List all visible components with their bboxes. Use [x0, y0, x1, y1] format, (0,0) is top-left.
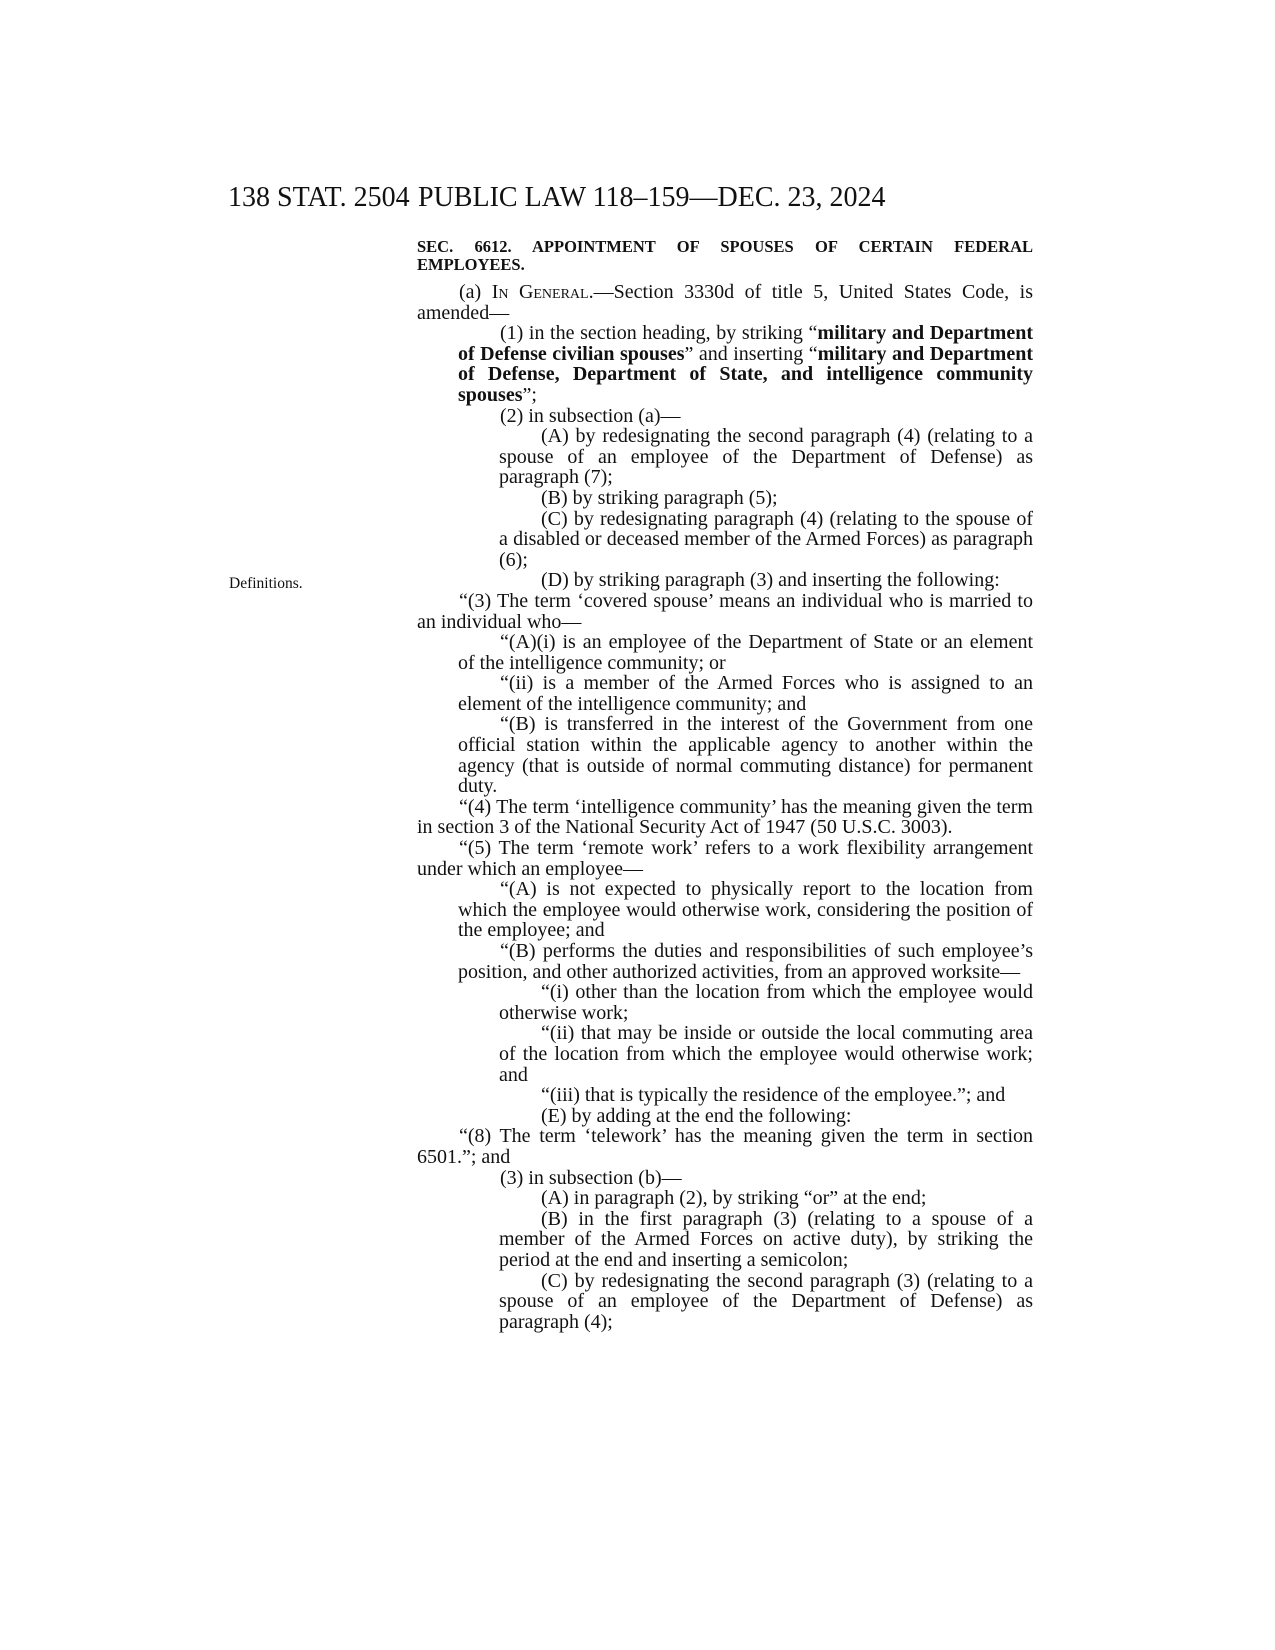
- quoted-5Bii: “(ii) that may be inside or outside the local commuting area of the location from which the employee would otherwise work; and: [499, 1022, 1033, 1086]
- quoted-paragraph-8: “(8) The term ‘telework’ has the meaning given the term in section 6501.”; and: [417, 1125, 1033, 1168]
- quoted-3ii: “(ii) is a member of the Armed Forces who is assigned to an element of the intelligence community; and: [458, 672, 1033, 715]
- section-heading: [417, 238, 1033, 274]
- paragraph-2A: (A) by redesignating the second paragraph (4) (relating to a spouse of an employee of the Department of Defense) as paragraph (7);: [499, 425, 1033, 489]
- section-heading-last: EMPLOYEES.: [417, 255, 525, 274]
- quoted-5A: “(A) is not expected to physically report to the location from which the employee would otherwise work, considering the position of the employee; and: [458, 878, 1033, 942]
- quoted-5Bi: “(i) other than the location from which the employee would otherwise work;: [499, 981, 1033, 1024]
- paragraph-1: (1) in the section heading, by striking “military and Department of Defense civilian spouses” and inserting “military and Department of Defense, Department of State, and intelligence community spouses”;: [458, 322, 1034, 406]
- document-body: [417, 238, 1033, 1332]
- paragraph-3: (3) in subsection (b)—: [500, 1166, 682, 1189]
- page-stat-citation: 138 STAT. 2504: [228, 182, 410, 213]
- margin-note-definitions: Definitions.: [229, 575, 303, 592]
- quoted-5Biii: “(iii) that is typically the residence of the employee.”; and: [541, 1084, 1006, 1107]
- quoted-3B: “(B) is transferred in the interest of the Government from one official station within the applicable agency to another within the agency (that is outside of normal commuting distance) for permanent duty.: [458, 713, 1033, 798]
- quoted-paragraph-4: “(4) The term ‘intelligence community’ has the meaning given the term in section 3 of the National Security Act of 1947 (50 U.S.C. 3003).: [417, 795, 1033, 839]
- page-running-title: PUBLIC LAW 118–159—DEC. 23, 2024: [418, 182, 886, 213]
- paragraph-2C: (C) by redesignating paragraph (4) (relating to the spouse of a disabled or deceased member of the Armed Forces) as paragraph (6);: [499, 507, 1033, 571]
- subsection-a-caption: In General: [491, 281, 589, 303]
- paragraph-3C: (C) by redesignating the second paragraph (3) (relating to a spouse of an employee of the Department of Defense) as paragraph (4);: [499, 1269, 1033, 1333]
- subsection-a: (a) In General.—Section 3330d of title 5, United States Code, is amended—: [417, 281, 1033, 324]
- paragraph-2B: (B) by striking paragraph (5);: [541, 486, 778, 509]
- paragraph-3B: (B) in the first paragraph (3) (relating to a spouse of a member of the Armed Forces on active duty), by striking the period at the end and inserting a semicolon;: [499, 1207, 1033, 1271]
- quoted-5B: “(B) performs the duties and responsibilities of such employee’s position, and other authorized activities, from an approved worksite—: [458, 940, 1033, 983]
- quoted-paragraph-5: “(5) The term ‘remote work’ refers to a work flexibility arrangement under which an employee—: [417, 837, 1033, 880]
- paragraph-2: (2) in subsection (a)—: [500, 404, 681, 427]
- paragraph-3A: (A) in paragraph (2), by striking “or” at the end;: [541, 1187, 927, 1210]
- paragraph-2D: (D) by striking paragraph (3) and inserting the following:: [541, 569, 1000, 592]
- paragraph-2E: (E) by adding at the end the following:: [541, 1104, 852, 1127]
- quoted-3Ai: “(A)(i) is an employee of the Department of State or an element of the intelligence community; or: [458, 631, 1033, 674]
- quoted-paragraph-3: “(3) The term ‘covered spouse’ means an individual who is married to an individual who—: [417, 589, 1033, 633]
- section-heading-line: SEC. 6612. APPOINTMENT OF SPOUSES OF CERTAIN FEDERAL: [417, 237, 1033, 256]
